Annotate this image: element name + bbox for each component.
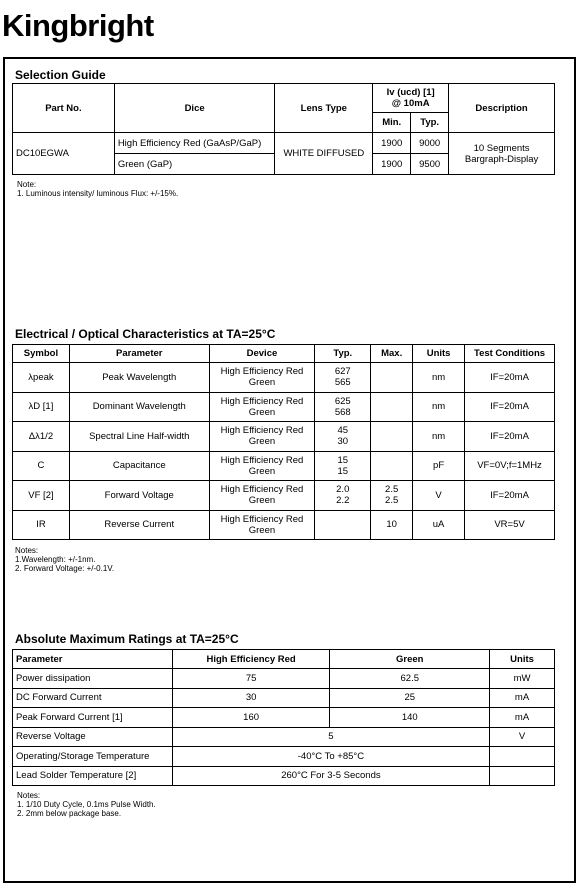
her-value-cell: 30 <box>172 688 330 708</box>
header-iv: Iv (ucd) [1] @ 10mA <box>373 84 449 113</box>
header-min: Min. <box>373 113 411 133</box>
electrical-title: Electrical / Optical Characteristics at TA=25°C <box>15 327 276 341</box>
absolute-table <box>12 649 555 786</box>
device-cell: High Efficiency Red Green <box>209 451 315 481</box>
typ-cell: 625 568 <box>315 392 371 422</box>
test-condition-cell: IF=20mA <box>465 481 555 511</box>
parameter-cell: DC Forward Current <box>13 688 173 708</box>
test-condition-cell: IF=20mA <box>465 363 555 393</box>
symbol-cell: VF [2] <box>13 481 70 511</box>
max-cell <box>371 451 413 481</box>
electrical-row <box>13 363 555 393</box>
max-cell <box>371 422 413 452</box>
parameter-cell: Power dissipation <box>13 669 173 689</box>
test-condition-cell: IF=20mA <box>465 392 555 422</box>
rating-row <box>13 766 555 786</box>
header-green: Green <box>330 650 490 669</box>
merged-value-cell: 260°C For 3-5 Seconds <box>172 766 489 786</box>
selection-notes: Note: 1. Luminous intensity/ luminous Flux: +/-15%. <box>17 180 179 198</box>
symbol-cell: IR <box>13 510 70 540</box>
symbol-cell: λD [1] <box>13 392 70 422</box>
green-value-cell: 62.5 <box>330 669 490 689</box>
header-part-no: Part No. <box>13 84 115 133</box>
electrical-table <box>12 344 555 540</box>
green-value-cell: 25 <box>330 688 490 708</box>
header-typ: Typ. <box>411 113 449 133</box>
description-cell: 10 Segments Bargraph-Display <box>449 133 555 175</box>
parameter-cell: Lead Solder Temperature [2] <box>13 766 173 786</box>
typ-cell: 2.0 2.2 <box>315 481 371 511</box>
header-typ: Typ. <box>315 345 371 363</box>
green-value-cell: 140 <box>330 708 490 728</box>
absolute-notes: Notes: 1. 1/10 Duty Cycle, 0.1ms Pulse Width. 2. 2mm below package base. <box>17 791 156 818</box>
iv-typ-cell: 9000 <box>411 133 449 154</box>
absolute-title: Absolute Maximum Ratings at TA=25°C <box>15 632 239 646</box>
header-parameter: Parameter <box>13 650 173 669</box>
device-cell: High Efficiency Red Green <box>209 392 315 422</box>
header-her: High Efficiency Red <box>172 650 330 669</box>
her-value-cell: 160 <box>172 708 330 728</box>
header-parameter: Parameter <box>69 345 209 363</box>
iv-min-cell: 1900 <box>373 133 411 154</box>
units-cell: V <box>490 727 555 747</box>
header-max: Max. <box>371 345 413 363</box>
units-cell: mW <box>490 669 555 689</box>
merged-value-cell: 5 <box>172 727 489 747</box>
parameter-cell: Capacitance <box>69 451 209 481</box>
header-dice: Dice <box>114 84 275 133</box>
parameter-cell: Peak Forward Current [1] <box>13 708 173 728</box>
lens-type-cell: WHITE DIFFUSED <box>275 133 373 175</box>
units-cell: V <box>413 481 465 511</box>
symbol-cell: C <box>13 451 70 481</box>
typ-cell <box>315 510 371 540</box>
test-condition-cell: VF=0V;f=1MHz <box>465 451 555 481</box>
symbol-cell: λpeak <box>13 363 70 393</box>
rating-row <box>13 708 555 728</box>
iv-typ-cell: 9500 <box>411 154 449 175</box>
typ-cell: 627 565 <box>315 363 371 393</box>
electrical-row <box>13 422 555 452</box>
header-device: Device <box>209 345 315 363</box>
header-description: Description <box>449 84 555 133</box>
max-cell <box>371 392 413 422</box>
units-cell: nm <box>413 422 465 452</box>
parameter-cell: Spectral Line Half-width <box>69 422 209 452</box>
rating-row <box>13 727 555 747</box>
merged-value-cell: -40°C To +85°C <box>172 747 489 767</box>
units-cell: mA <box>490 688 555 708</box>
her-value-cell: 75 <box>172 669 330 689</box>
device-cell: High Efficiency Red Green <box>209 422 315 452</box>
typ-cell: 45 30 <box>315 422 371 452</box>
max-cell: 10 <box>371 510 413 540</box>
test-condition-cell: VR=5V <box>465 510 555 540</box>
rating-row <box>13 669 555 689</box>
electrical-notes: Notes: 1.Wavelength: +/-1nm. 2. Forward Voltage: +/-0.1V. <box>15 546 115 573</box>
selection-guide-table <box>12 83 555 175</box>
rating-row <box>13 688 555 708</box>
device-cell: High Efficiency Red Green <box>209 510 315 540</box>
dice-cell: Green (GaP) <box>114 154 275 175</box>
header-symbol: Symbol <box>13 345 70 363</box>
header-units: Units <box>413 345 465 363</box>
dice-cell: High Efficiency Red (GaAsP/GaP) <box>114 133 275 154</box>
device-cell: High Efficiency Red Green <box>209 481 315 511</box>
header-lens-type: Lens Type <box>275 84 373 133</box>
parameter-cell: Forward Voltage <box>69 481 209 511</box>
units-cell: mA <box>490 708 555 728</box>
symbol-cell: Δλ1/2 <box>13 422 70 452</box>
header-units: Units <box>490 650 555 669</box>
units-cell: nm <box>413 363 465 393</box>
rating-row <box>13 747 555 767</box>
parameter-cell: Peak Wavelength <box>69 363 209 393</box>
parameter-cell: Reverse Voltage <box>13 727 173 747</box>
parameter-cell: Dominant Wavelength <box>69 392 209 422</box>
typ-cell: 15 15 <box>315 451 371 481</box>
max-cell <box>371 363 413 393</box>
part-number-cell: DC10EGWA <box>13 133 115 175</box>
units-cell: nm <box>413 392 465 422</box>
units-cell: uA <box>413 510 465 540</box>
parameter-cell: Reverse Current <box>69 510 209 540</box>
parameter-cell: Operating/Storage Temperature <box>13 747 173 767</box>
units-cell: pF <box>413 451 465 481</box>
max-cell: 2.5 2.5 <box>371 481 413 511</box>
header-test-conditions: Test Conditions <box>465 345 555 363</box>
test-condition-cell: IF=20mA <box>465 422 555 452</box>
iv-min-cell: 1900 <box>373 154 411 175</box>
selection-guide-title: Selection Guide <box>15 68 106 82</box>
electrical-row <box>13 510 555 540</box>
device-cell: High Efficiency Red Green <box>209 363 315 393</box>
units-cell <box>490 747 555 767</box>
brand-logo: Kingbright <box>2 8 154 43</box>
electrical-row <box>13 481 555 511</box>
electrical-row <box>13 392 555 422</box>
units-cell <box>490 766 555 786</box>
electrical-row <box>13 451 555 481</box>
